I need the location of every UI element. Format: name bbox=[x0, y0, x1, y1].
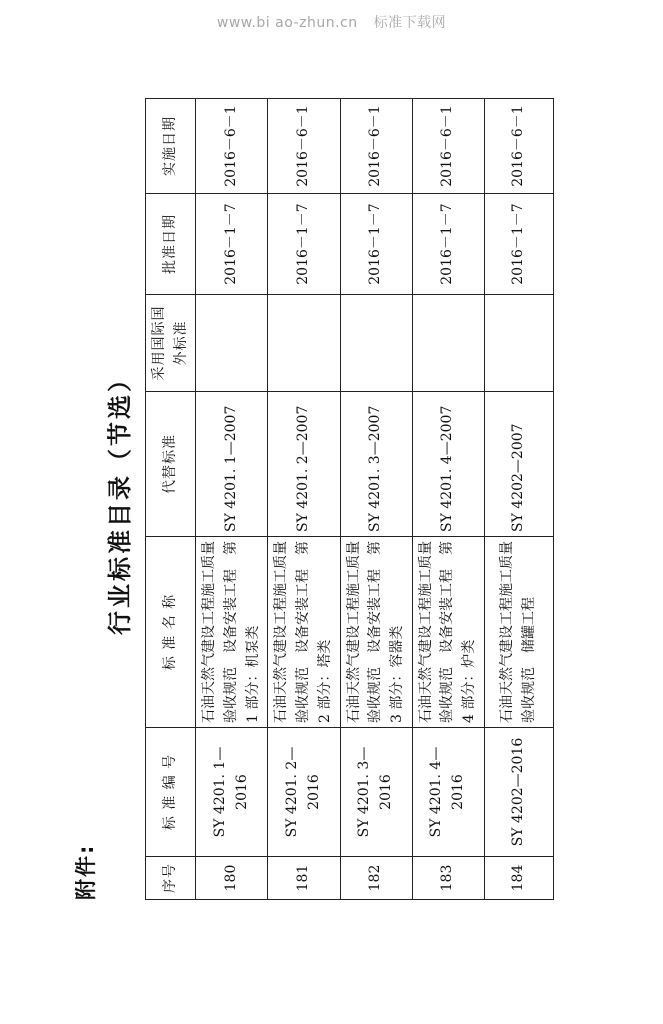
rotated-page bbox=[70, 100, 630, 900]
table-row bbox=[340, 99, 412, 900]
document-title: 行业标准目录（节选） bbox=[106, 365, 134, 635]
cell-std-no: SY 4202—2016 bbox=[484, 728, 553, 857]
cell-intl bbox=[268, 295, 340, 392]
header-implemented: 实施日期 bbox=[146, 99, 196, 194]
header-replaced: 代替标准 bbox=[146, 392, 196, 537]
cell-implemented: 2016－6－1 bbox=[196, 99, 268, 194]
table-row bbox=[412, 99, 484, 900]
cell-intl bbox=[196, 295, 268, 392]
cell-replaced: SY 4201. 3—2007 bbox=[340, 392, 412, 537]
header-intl: 采用国际国外标准 bbox=[146, 295, 196, 392]
cell-intl bbox=[412, 295, 484, 392]
cell-seq: 180 bbox=[196, 857, 268, 900]
cell-std-no: SY 4201. 3—2016 bbox=[340, 728, 412, 857]
standards-table bbox=[145, 98, 554, 900]
cell-implemented: 2016－6－1 bbox=[412, 99, 484, 194]
cell-approved: 2016－1－7 bbox=[268, 194, 340, 295]
cell-approved: 2016－1－7 bbox=[412, 194, 484, 295]
cell-std-no: SY 4201. 2—2016 bbox=[268, 728, 340, 857]
cell-name: 石油天然气建设工程施工质量验收规范 设备安装工程 第 1 部分：机泵类 bbox=[196, 537, 268, 728]
cell-name: 石油天然气建设工程施工质量验收规范 设备安装工程 第 3 部分：容器类 bbox=[340, 537, 412, 728]
header-seq: 序号 bbox=[146, 857, 196, 900]
cell-approved: 2016－1－7 bbox=[484, 194, 553, 295]
watermark-url: www.bi ao-zhun.cn bbox=[216, 15, 358, 31]
cell-approved: 2016－1－7 bbox=[196, 194, 268, 295]
cell-name: 石油天然气建设工程施工质量验收规范 设备安装工程 第 4 部分：炉类 bbox=[412, 537, 484, 728]
cell-seq: 181 bbox=[268, 857, 340, 900]
header-std-no: 标 准 编 号 bbox=[146, 728, 196, 857]
header-name: 标 准 名 称 bbox=[146, 537, 196, 728]
cell-seq: 183 bbox=[412, 857, 484, 900]
cell-implemented: 2016－6－1 bbox=[340, 99, 412, 194]
cell-intl bbox=[484, 295, 553, 392]
cell-implemented: 2016－6－1 bbox=[268, 99, 340, 194]
table-row bbox=[268, 99, 340, 900]
cell-implemented: 2016－6－1 bbox=[484, 99, 553, 194]
watermark bbox=[0, 12, 663, 32]
cell-name: 石油天然气建设工程施工质量验收规范 设备安装工程 第 2 部分：塔类 bbox=[268, 537, 340, 728]
cell-replaced: SY 4202—2007 bbox=[484, 392, 553, 537]
cell-seq: 184 bbox=[484, 857, 553, 900]
cell-replaced: SY 4201. 2—2007 bbox=[268, 392, 340, 537]
annex-label: 附件: bbox=[74, 843, 98, 900]
cell-approved: 2016－1－7 bbox=[340, 194, 412, 295]
cell-name: 石油天然气建设工程施工质量验收规范 储罐工程 bbox=[484, 537, 553, 728]
header-approved: 批准日期 bbox=[146, 194, 196, 295]
cell-replaced: SY 4201. 1—2007 bbox=[196, 392, 268, 537]
cell-std-no: SY 4201. 1—2016 bbox=[196, 728, 268, 857]
cell-std-no: SY 4201. 4—2016 bbox=[412, 728, 484, 857]
cell-seq: 182 bbox=[340, 857, 412, 900]
cell-intl bbox=[340, 295, 412, 392]
table-row bbox=[484, 99, 553, 900]
table-header-row bbox=[146, 99, 196, 900]
table-row bbox=[196, 99, 268, 900]
cell-replaced: SY 4201. 4—2007 bbox=[412, 392, 484, 537]
watermark-site: 标准下载网 bbox=[373, 15, 447, 31]
